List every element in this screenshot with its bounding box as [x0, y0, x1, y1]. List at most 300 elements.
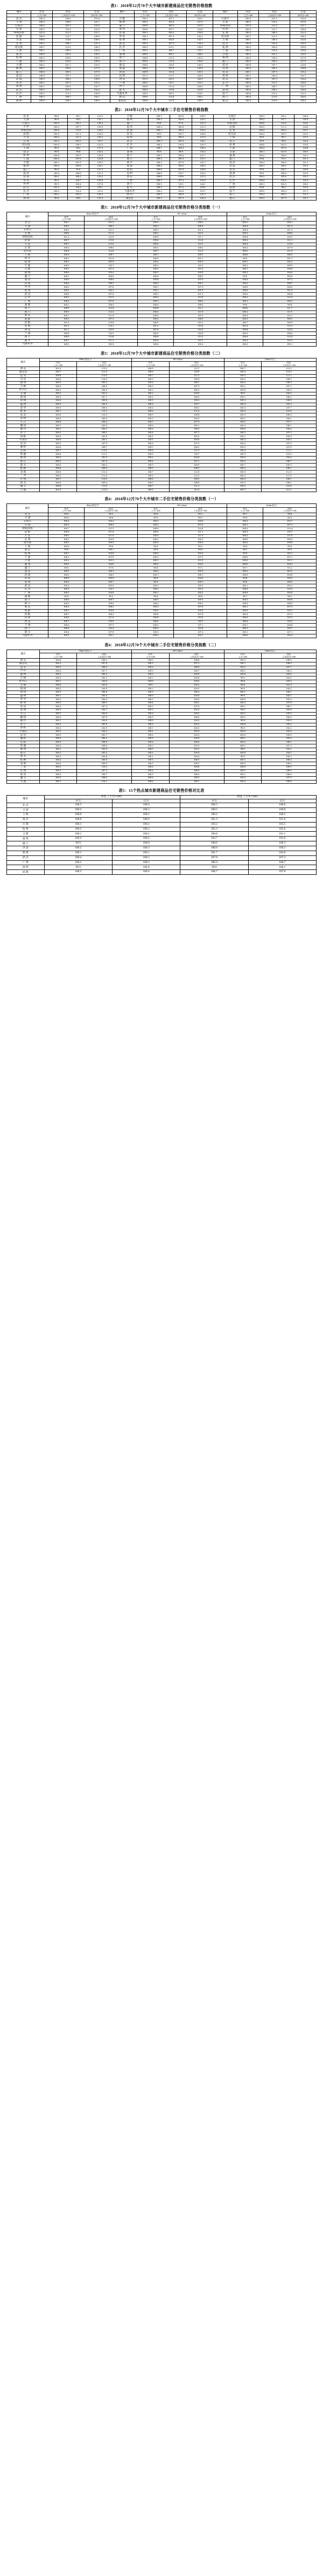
value-cell: 长 沙: [110, 46, 134, 50]
value-cell: 102.6: [77, 683, 132, 687]
table-caption: 表4：2018年12月70个大中城市二手住宅销售价格分类指数（一）: [104, 497, 219, 502]
value-cell: 104.1: [262, 755, 317, 759]
value-cell: 100.5: [134, 42, 156, 46]
value-cell: 106.5: [169, 758, 224, 762]
value-cell: 107.3: [259, 71, 290, 74]
table-row: [7, 260, 317, 264]
value-cell: 100.0: [224, 698, 262, 702]
value-cell: 100.3: [174, 221, 227, 225]
table-row: [7, 680, 317, 684]
value-cell: 100.0: [112, 865, 180, 870]
city-name-cell: 襄 阳: [7, 446, 40, 450]
value-cell: 100.6: [227, 278, 263, 282]
value-cell: 107.9: [169, 420, 224, 424]
value-cell: 100.1: [52, 99, 83, 103]
value-cell: 重 庆: [110, 64, 134, 67]
table-row: [7, 271, 317, 275]
value-cell: 100.1: [132, 392, 170, 396]
city-name-cell: 厦 门: [7, 71, 31, 74]
col-subheader: 环比 上月=100: [138, 507, 174, 513]
value-cell: 100.2: [227, 282, 263, 286]
value-cell: 104.6: [272, 154, 294, 158]
value-cell: 108.7: [77, 446, 132, 450]
value-cell: 109.4: [262, 780, 317, 784]
col-subheader: 12月: [248, 799, 316, 803]
value-cell: 99.8: [67, 150, 89, 154]
value-cell: 100.3: [48, 260, 85, 264]
col-subheader: 同比 上年同月=100: [262, 653, 317, 659]
table-row: [7, 31, 317, 35]
value-cell: 100.6: [39, 453, 77, 457]
value-cell: 131.3: [294, 157, 317, 161]
value-cell: 100.4: [31, 60, 53, 64]
value-cell: 100.2: [251, 147, 272, 150]
value-cell: 100.2: [132, 698, 170, 702]
value-cell: 100.4: [251, 161, 272, 165]
value-cell: 100.3: [138, 631, 174, 634]
value-cell: 济 南: [111, 129, 148, 133]
value-cell: 107.7: [156, 28, 187, 32]
value-cell: 130.2: [290, 99, 317, 103]
value-cell: 99.9: [48, 595, 85, 599]
value-cell: 99.9: [227, 552, 263, 556]
value-cell: 106.3: [85, 570, 138, 574]
value-cell: 100.3: [31, 96, 53, 100]
value-cell: 112.6: [263, 296, 317, 300]
value-cell: 130.6: [83, 39, 110, 43]
value-cell: 呼和浩特: [213, 24, 237, 28]
value-cell: 153.8: [83, 17, 110, 21]
value-cell: 124.0: [294, 126, 317, 129]
value-cell: 114.9: [67, 129, 89, 133]
value-cell: 100.5: [148, 154, 170, 158]
value-cell: 98.9: [272, 186, 294, 190]
value-cell: 127.6: [192, 136, 213, 140]
value-cell: 100.4: [67, 183, 89, 187]
value-cell: 100.5: [259, 39, 290, 43]
value-cell: 111.6: [85, 530, 138, 534]
table-row: [7, 88, 317, 92]
value-cell: 112.0: [77, 374, 132, 378]
value-cell: 124.8: [89, 157, 111, 161]
value-cell: 100.3: [248, 841, 316, 846]
value-cell: 100.3: [134, 49, 156, 53]
value-cell: 100.1: [224, 690, 262, 694]
value-cell: 100.1: [259, 88, 290, 92]
value-cell: 100.2: [227, 520, 263, 524]
value-cell: 109.3: [170, 157, 192, 161]
city-name-cell: 丹 东: [7, 669, 40, 673]
value-cell: 100.2: [227, 310, 263, 314]
city-name-cell: 广 州: [7, 96, 31, 100]
value-cell: 100.6: [134, 88, 156, 92]
value-cell: 98.9: [67, 197, 89, 201]
value-cell: 100.3: [48, 523, 85, 527]
value-cell: 123.5: [294, 133, 317, 136]
value-cell: 南 宁: [213, 92, 237, 96]
city-name-cell: 海 口: [7, 310, 48, 314]
table-row: [7, 673, 317, 676]
value-cell: 福 州: [111, 118, 148, 122]
city-name-cell: 福 州: [7, 271, 48, 275]
value-cell: 100.4: [132, 769, 170, 773]
value-cell: 98.5: [174, 516, 227, 520]
value-cell: 100.3: [227, 627, 263, 631]
value-cell: 南 宁: [214, 190, 251, 194]
city-name-cell: 南 昌: [7, 172, 46, 176]
value-cell: 100.7: [132, 374, 170, 378]
city-name-cell: 九 江: [7, 420, 40, 424]
value-cell: 107.6: [85, 293, 138, 296]
value-cell: 104.7: [272, 168, 294, 172]
value-cell: 100.2: [251, 129, 272, 133]
table-row: [7, 769, 317, 773]
city-name-cell: 深 圳: [7, 303, 48, 307]
value-cell: 100.1: [138, 286, 174, 289]
value-cell: 100.0: [132, 694, 170, 698]
value-cell: 109.5: [169, 762, 224, 766]
value-cell: 134.7: [290, 85, 317, 89]
value-cell: 108.5: [169, 467, 224, 471]
value-cell: 昆 明: [111, 172, 148, 176]
table-row: [7, 570, 317, 574]
value-cell: 101.3: [180, 817, 248, 822]
value-cell: 107.8: [174, 606, 227, 610]
value-cell: 128.0: [290, 28, 317, 32]
value-cell: 100.7: [48, 221, 85, 225]
value-cell: 118.5: [187, 92, 213, 96]
value-cell: 108.2: [169, 776, 224, 780]
value-cell: 118.9: [294, 118, 317, 122]
value-cell: 109.1: [174, 282, 227, 286]
value-cell: 109.4: [170, 154, 192, 158]
value-cell: 100.0: [227, 591, 263, 595]
value-cell: 104.6: [85, 591, 138, 595]
value-cell: 111.0: [263, 534, 317, 538]
value-cell: 108.7: [169, 381, 224, 385]
value-cell: 100.9: [132, 488, 170, 492]
value-cell: 111.2: [272, 126, 294, 129]
value-cell: 南 昌: [110, 28, 134, 32]
value-cell: 100.1: [224, 435, 262, 439]
value-cell: 厦 门: [213, 60, 237, 64]
table-row: [7, 588, 317, 591]
city-name-cell: 沈 阳: [7, 239, 48, 243]
value-cell: 厦 门: [214, 157, 251, 161]
value-cell: 105.9: [85, 343, 138, 347]
table-row: [7, 381, 317, 385]
value-cell: 134.7: [83, 96, 110, 100]
city-name-cell: 长 沙: [7, 588, 48, 591]
table-row: [7, 420, 317, 424]
value-cell: 129.1: [192, 140, 213, 143]
value-cell: 109.5: [272, 133, 294, 136]
value-cell: 141.1: [83, 20, 110, 24]
value-cell: 99.8: [227, 516, 263, 520]
table-row: [7, 634, 317, 638]
value-cell: 100.2: [224, 701, 262, 705]
value-cell: 108.2: [85, 613, 138, 617]
city-name-cell: 南 京: [7, 549, 48, 553]
value-cell: 100.2: [224, 474, 262, 478]
value-cell: 100.4: [138, 570, 174, 574]
city-name-cell: 桂 林: [7, 758, 40, 762]
value-cell: 100.0: [44, 817, 112, 822]
value-cell: 128.2: [187, 74, 213, 78]
col-group-header: 90-144m²: [132, 358, 224, 361]
city-name-cell: 福 州: [7, 837, 45, 841]
value-cell: 西 宁: [110, 85, 134, 89]
value-cell: 100.5: [39, 381, 77, 385]
value-cell: 101.5: [85, 221, 138, 225]
value-cell: 99.9: [138, 577, 174, 581]
value-cell: 133.2: [294, 165, 317, 169]
table-row: [7, 92, 317, 96]
table-row: [7, 296, 317, 300]
value-cell: 99.8: [46, 197, 67, 201]
value-cell: 101.0: [174, 268, 227, 272]
value-cell: 107.1: [263, 556, 317, 560]
value-cell: 107.7: [262, 406, 317, 410]
value-cell: 100.2: [132, 723, 170, 727]
value-cell: 100.3: [224, 453, 262, 457]
value-cell: 106.3: [77, 673, 132, 676]
value-cell: 100.1: [39, 748, 77, 751]
value-cell: 100.4: [134, 92, 156, 96]
value-cell: 100.4: [39, 464, 77, 467]
value-cell: 111.5: [263, 310, 317, 314]
value-cell: 100.3: [31, 20, 53, 24]
city-name-cell: 唐 山: [7, 659, 40, 662]
value-cell: 100.4: [132, 741, 170, 744]
value-cell: 100.4: [227, 620, 263, 624]
value-cell: 100.3: [39, 734, 77, 737]
value-cell: 101.0: [138, 328, 174, 332]
value-cell: 100.4: [132, 460, 170, 464]
table-row: [7, 396, 317, 399]
value-cell: 100.1: [112, 812, 180, 817]
value-cell: 108.9: [263, 602, 317, 606]
value-cell: 100.1: [46, 161, 67, 165]
table-row: [7, 449, 317, 453]
value-cell: 100.3: [224, 446, 262, 450]
value-cell: 127.1: [294, 190, 317, 194]
city-name-cell: 锦 州: [7, 673, 40, 676]
value-cell: 106.4: [77, 464, 132, 467]
city-name-cell: 武 汉: [7, 186, 46, 190]
value-cell: 100.4: [138, 534, 174, 538]
value-cell: 102.4: [263, 634, 317, 638]
value-cell: 110.7: [170, 172, 192, 176]
value-cell: 100.3: [227, 598, 263, 602]
value-cell: 112.8: [77, 474, 132, 478]
value-cell: 105.9: [85, 260, 138, 264]
col-subheader: 12月: [112, 799, 180, 803]
value-cell: 100.2: [138, 260, 174, 264]
value-cell: 100.1: [224, 744, 262, 748]
city-name-cell: 济 南: [7, 574, 48, 577]
value-cell: 114.6: [52, 39, 83, 43]
value-cell: 99.8: [227, 545, 263, 549]
value-cell: 100.6: [39, 399, 77, 403]
value-cell: 105.6: [169, 438, 224, 442]
city-name-cell: 上 海: [7, 147, 46, 150]
value-cell: 100.0: [224, 766, 262, 770]
value-cell: 100.3: [39, 456, 77, 460]
city-name-cell: 太 原: [7, 523, 48, 527]
city-name-cell: 贵 阳: [7, 321, 48, 325]
value-cell: 108.4: [77, 666, 132, 669]
table-row: [7, 427, 317, 431]
value-cell: 100.4: [132, 381, 170, 385]
value-cell: 127.0: [290, 57, 317, 60]
table-row: [7, 837, 317, 841]
value-cell: 100.0: [227, 634, 263, 638]
value-cell: 海 口: [111, 157, 148, 161]
value-cell: 100.3: [48, 538, 85, 542]
value-cell: 100.1: [112, 851, 180, 855]
value-cell: 100.5: [39, 701, 77, 705]
col-subheader: 同比 上年同月=100: [174, 507, 227, 513]
value-cell: 100.4: [237, 96, 259, 100]
value-cell: 107.7: [169, 431, 224, 435]
value-cell: 100.4: [48, 631, 85, 634]
city-name-cell: 南 充: [7, 481, 40, 485]
value-cell: 108.9: [180, 846, 248, 851]
city-name-cell: 南 昌: [7, 278, 48, 282]
value-cell: 100.3: [138, 300, 174, 303]
value-cell: 101.3: [263, 257, 317, 261]
col-subheader: 环比 上月=100: [227, 507, 263, 513]
value-cell: 100.3: [48, 634, 85, 638]
value-cell: 100.2: [44, 808, 112, 813]
value-cell: 105.4: [77, 751, 132, 755]
value-cell: 106.2: [169, 712, 224, 716]
value-cell: 140.6: [83, 99, 110, 103]
value-cell: 100.2: [39, 709, 77, 713]
value-cell: 107.9: [77, 442, 132, 446]
table-row: [7, 701, 317, 705]
table-row: [7, 392, 317, 396]
value-cell: 112.9: [169, 471, 224, 474]
value-cell: 100.6: [39, 762, 77, 766]
city-name-cell: 石家庄: [7, 229, 48, 232]
value-cell: 100.4: [39, 773, 77, 777]
table-row: [7, 776, 317, 780]
value-cell: 142.6: [83, 49, 110, 53]
table-row: [7, 538, 317, 542]
data-table: [6, 650, 317, 784]
value-cell: 99.8: [46, 168, 67, 172]
table-row: [7, 293, 317, 296]
value-cell: 104.3: [263, 577, 317, 581]
table-block-t4: [0, 351, 323, 493]
value-cell: 121.1: [174, 236, 227, 239]
value-cell: 101.2: [138, 325, 174, 329]
value-cell: 武 汉: [214, 175, 251, 179]
value-cell: 海 口: [213, 96, 237, 100]
table-row: [7, 694, 317, 698]
value-cell: 贵 阳: [111, 168, 148, 172]
col-subheader: 环比 上月=100: [132, 653, 170, 659]
table-row: [7, 730, 317, 734]
value-cell: 134.4: [294, 140, 317, 143]
value-cell: 海 口: [110, 60, 134, 64]
table-row: [7, 541, 317, 545]
value-cell: 100.2: [224, 431, 262, 435]
city-name-cell: 金 华: [7, 698, 40, 702]
value-cell: 104.0: [174, 520, 227, 524]
value-cell: 100.2: [31, 64, 53, 67]
value-cell: 100.4: [48, 606, 85, 610]
value-cell: 115.3: [85, 527, 138, 531]
value-cell: 107.2: [263, 278, 317, 282]
value-cell: 100.2: [132, 673, 170, 676]
value-cell: 100.2: [227, 317, 263, 321]
value-cell: 103.5: [77, 392, 132, 396]
value-cell: 石家庄: [214, 115, 251, 119]
value-cell: 140.6: [187, 53, 213, 57]
table-row: [7, 669, 317, 673]
value-cell: 133.6: [89, 154, 111, 158]
value-cell: 99.6: [85, 545, 138, 549]
city-name-cell: 南 京: [7, 817, 45, 822]
value-cell: 100.4: [112, 870, 180, 875]
value-cell: 97.2: [263, 567, 317, 570]
value-cell: 105.8: [169, 737, 224, 741]
value-cell: 106.4: [169, 690, 224, 694]
col-group-header: 144m²以上: [224, 650, 316, 653]
value-cell: 99.9: [148, 136, 170, 140]
value-cell: 128.3: [290, 35, 317, 39]
value-cell: 99.8: [263, 303, 317, 307]
table-row: [7, 584, 317, 588]
col-subheader: 2015年=100: [187, 14, 213, 17]
value-cell: 100.4: [44, 837, 112, 841]
table-row: [7, 179, 317, 183]
city-name-cell: 广 州: [7, 194, 46, 197]
value-cell: 合 肥: [111, 115, 148, 119]
value-cell: 100.1: [227, 624, 263, 627]
value-cell: 100.0: [227, 538, 263, 542]
value-cell: 郑 州: [110, 39, 134, 43]
value-cell: 97.6: [272, 157, 294, 161]
value-cell: 100.3: [46, 122, 67, 126]
city-name-cell: 哈尔滨: [7, 46, 31, 50]
city-name-cell: 无 锡: [7, 822, 45, 827]
value-cell: 100.6: [48, 627, 85, 631]
value-cell: 107.7: [262, 666, 317, 669]
value-cell: 100.3: [148, 140, 170, 143]
value-cell: 140.6: [290, 88, 317, 92]
value-cell: 131.3: [192, 122, 213, 126]
value-cell: 122.4: [174, 328, 227, 332]
value-cell: 100.0: [31, 53, 53, 57]
value-cell: 99.9: [46, 147, 67, 150]
value-cell: 110.7: [169, 453, 224, 457]
value-cell: 111.8: [263, 250, 317, 253]
value-cell: 113.1: [52, 92, 83, 96]
table-row: [7, 827, 317, 832]
value-cell: 99.8: [148, 150, 170, 154]
value-cell: 135.4: [294, 186, 317, 190]
value-cell: 105.9: [85, 538, 138, 542]
value-cell: 101.9: [262, 683, 317, 687]
value-cell: 100.0: [39, 683, 77, 687]
value-cell: 110.7: [174, 339, 227, 343]
value-cell: 100.6: [39, 446, 77, 450]
city-name-cell: 泸 州: [7, 478, 40, 481]
